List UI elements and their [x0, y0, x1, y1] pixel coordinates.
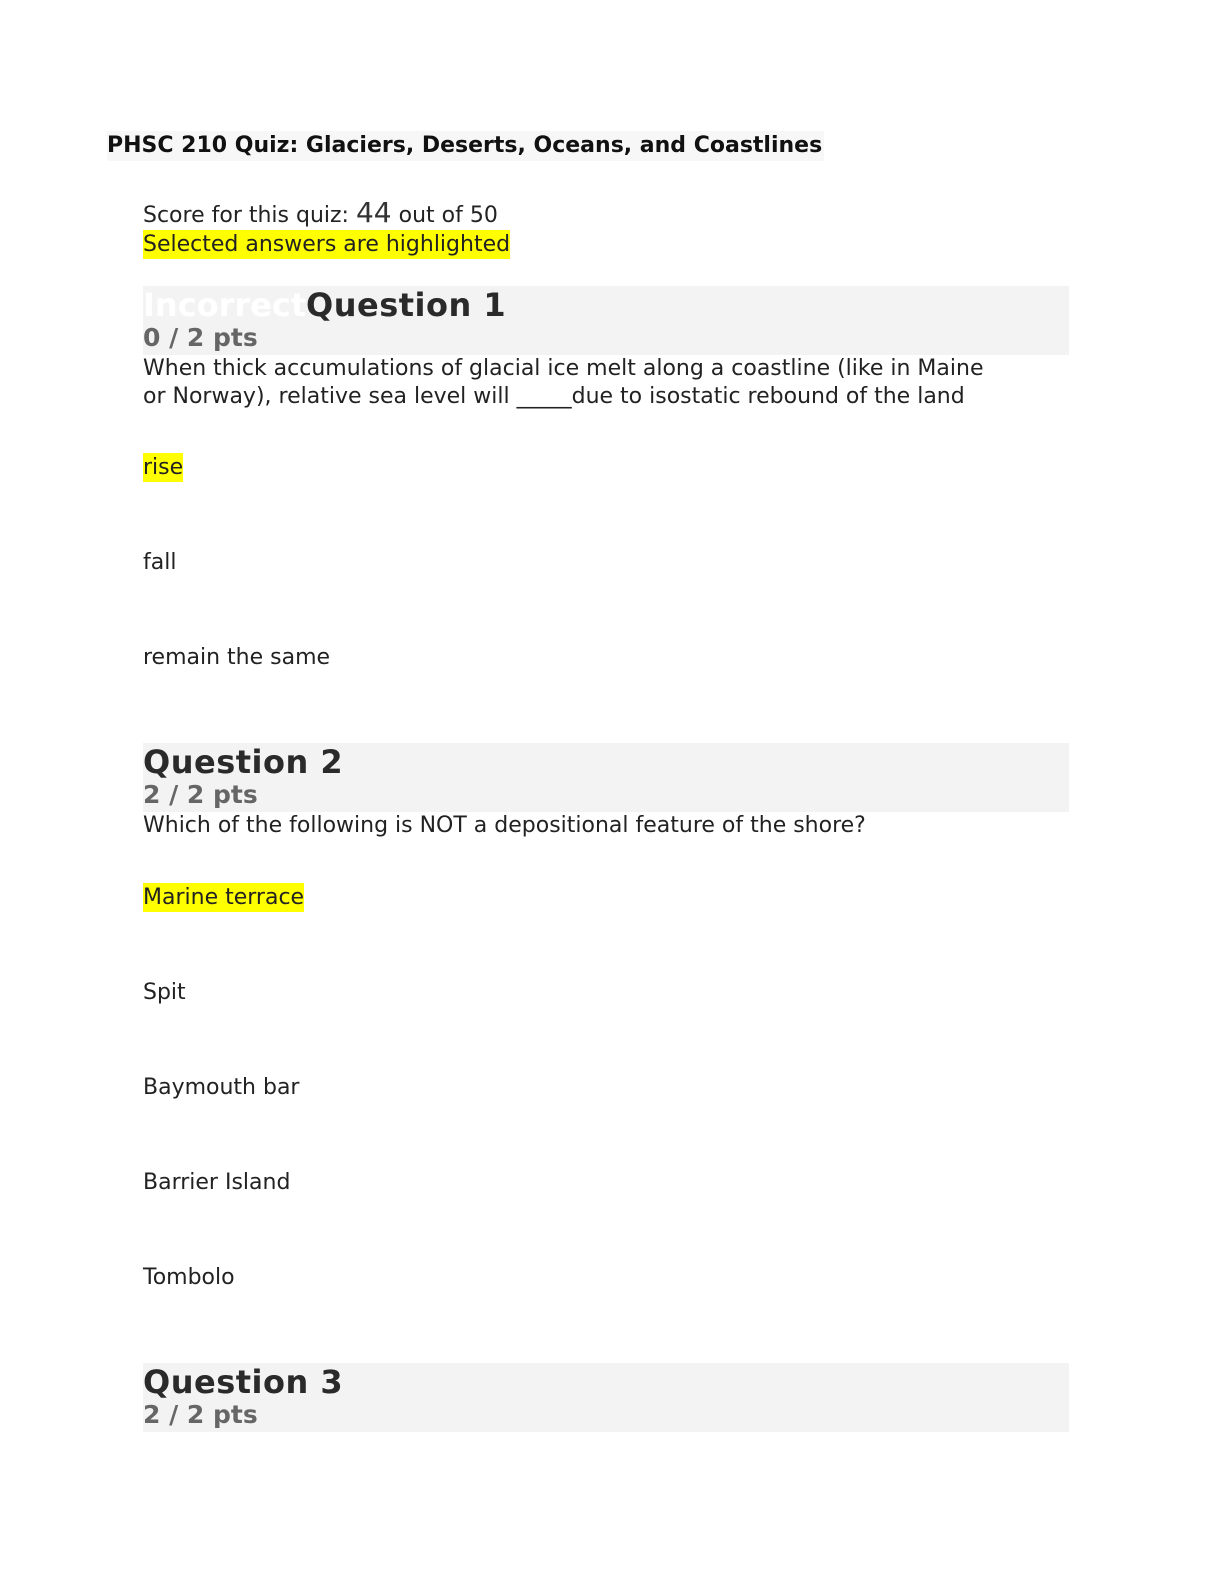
score-value: 44 [355, 196, 392, 229]
question-2-points: 2 / 2 pts [143, 780, 258, 809]
question-1-status: Incorrect [143, 286, 307, 324]
question-2-answer[interactable]: Tombolo [143, 1265, 235, 1290]
question-2-answer[interactable]: Baymouth bar [143, 1075, 300, 1100]
question-1-text-line: or Norway), relative sea level will _____due to isostatic rebound of the land [143, 384, 965, 409]
page-title: PHSC 210 Quiz: Glaciers, Deserts, Oceans, and Coastlines [107, 131, 824, 161]
question-2-text [143, 812, 1069, 840]
question-3-header [143, 1363, 1069, 1432]
question-2-header [143, 743, 1069, 812]
question-3-title: Question 3 [143, 1363, 344, 1401]
question-1-text [143, 355, 1069, 411]
question-2-answer[interactable]: Spit [143, 980, 186, 1005]
question-1-text-line: When thick accumulations of glacial ice melt along a coastline (like in Maine [143, 356, 984, 381]
question-1-title: Question 1 [306, 286, 507, 324]
question-1-header [143, 286, 1069, 355]
question-1-answer-selected[interactable]: rise [143, 455, 184, 480]
question-2-text-line: Which of the following is NOT a depositional feature of the shore? [143, 813, 866, 838]
question-1-points: 0 / 2 pts [143, 323, 258, 352]
question-2-answer-selected[interactable]: Marine terrace [143, 885, 305, 910]
question-2-answer[interactable]: Barrier Island [143, 1170, 291, 1195]
question-3-points: 2 / 2 pts [143, 1400, 258, 1429]
score-label: Score for this quiz: [143, 203, 349, 228]
quiz-score [143, 196, 498, 233]
selected-answers-note: Selected answers are highlighted [143, 232, 511, 257]
score-suffix: out of 50 [398, 203, 498, 228]
question-2-title: Question 2 [143, 743, 344, 781]
question-1-answer[interactable]: remain the same [143, 645, 331, 670]
question-1-answer[interactable]: fall [143, 550, 177, 575]
